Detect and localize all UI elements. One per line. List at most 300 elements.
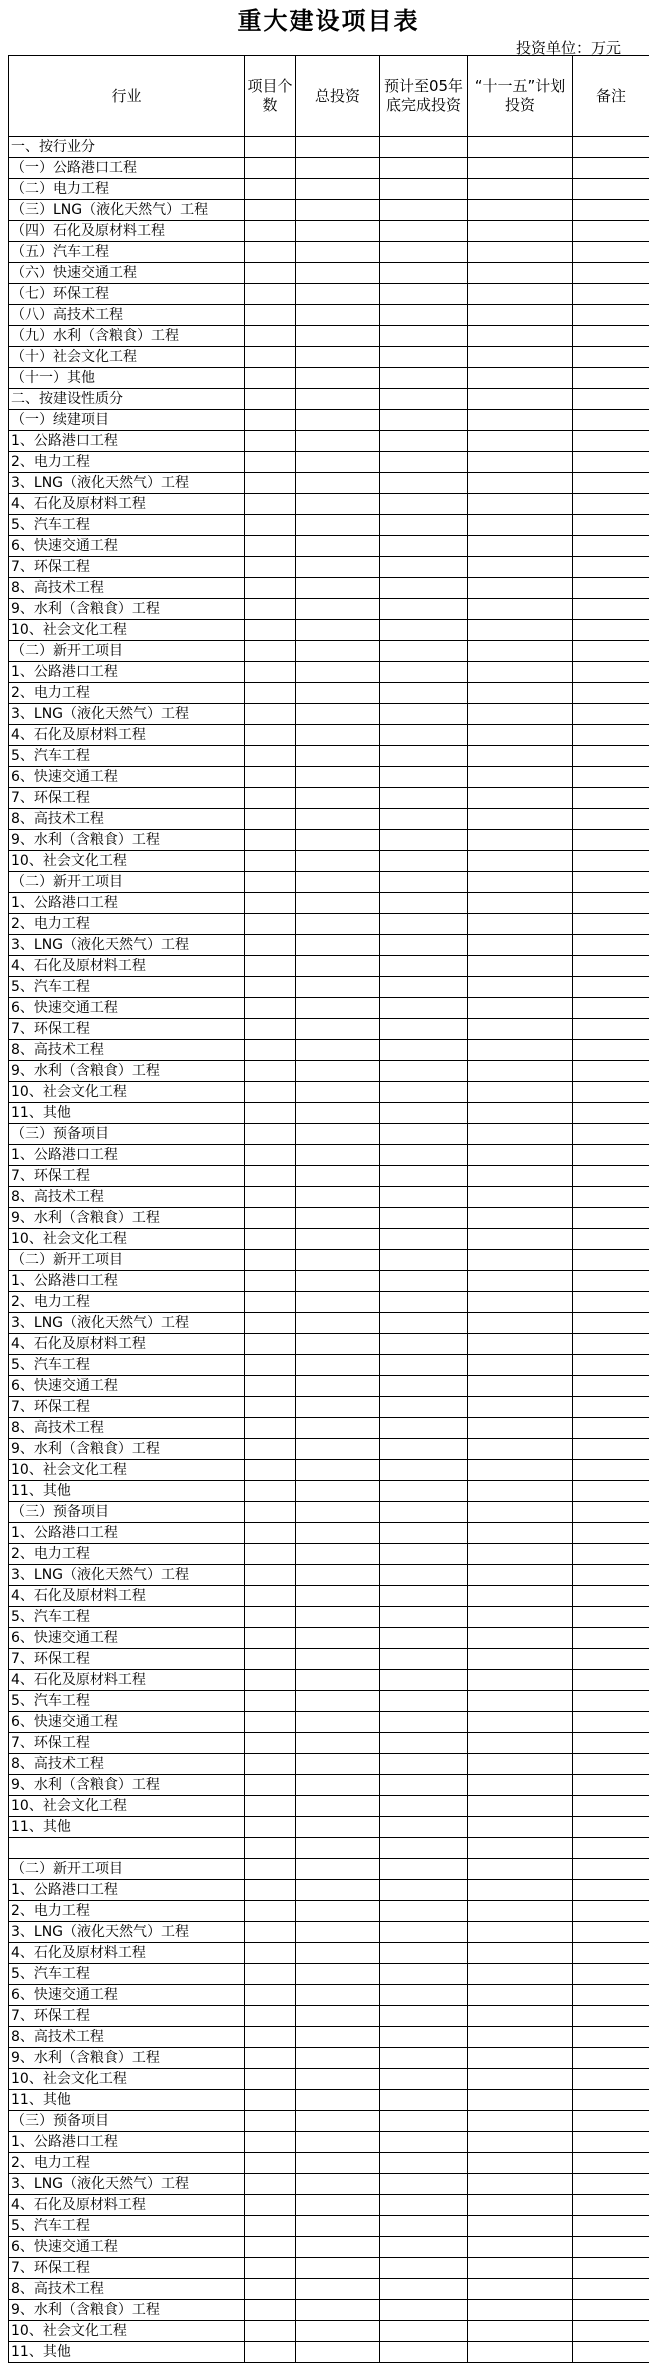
data-cell[interactable]: [296, 1817, 380, 1838]
data-cell[interactable]: [296, 725, 380, 746]
data-cell[interactable]: [296, 1880, 380, 1901]
data-cell[interactable]: [468, 347, 573, 368]
data-cell[interactable]: [468, 2090, 573, 2111]
data-cell[interactable]: [296, 2027, 380, 2048]
data-cell[interactable]: [380, 368, 468, 389]
data-cell[interactable]: [573, 1796, 649, 1817]
data-cell[interactable]: [245, 305, 296, 326]
row-label[interactable]: [9, 1838, 245, 1859]
data-cell[interactable]: [573, 2069, 649, 2090]
data-cell[interactable]: [380, 158, 468, 179]
data-cell[interactable]: [380, 1754, 468, 1775]
data-cell[interactable]: [296, 2342, 380, 2363]
data-cell[interactable]: [245, 2132, 296, 2153]
data-cell[interactable]: [573, 998, 649, 1019]
data-cell[interactable]: [573, 284, 649, 305]
data-cell[interactable]: [573, 830, 649, 851]
data-cell[interactable]: [468, 1754, 573, 1775]
data-cell[interactable]: [296, 1901, 380, 1922]
data-cell[interactable]: [380, 1397, 468, 1418]
data-cell[interactable]: [573, 578, 649, 599]
data-cell[interactable]: [245, 2258, 296, 2279]
data-cell[interactable]: [296, 1061, 380, 1082]
data-cell[interactable]: [245, 1502, 296, 1523]
data-cell[interactable]: [380, 1124, 468, 1145]
data-cell[interactable]: [296, 1166, 380, 1187]
data-cell[interactable]: [573, 1691, 649, 1712]
data-cell[interactable]: [468, 1796, 573, 1817]
data-cell[interactable]: [468, 641, 573, 662]
row-label[interactable]: 9、水利（含粮食）工程: [9, 2300, 245, 2321]
data-cell[interactable]: [296, 158, 380, 179]
data-cell[interactable]: [245, 830, 296, 851]
data-cell[interactable]: [380, 1943, 468, 1964]
row-label[interactable]: 3、LNG（液化天然气）工程: [9, 1922, 245, 1943]
data-cell[interactable]: [296, 1481, 380, 1502]
data-cell[interactable]: [296, 1145, 380, 1166]
row-label[interactable]: 7、环保工程: [9, 2258, 245, 2279]
data-cell[interactable]: [573, 1964, 649, 1985]
row-label[interactable]: 2、电力工程: [9, 1292, 245, 1313]
data-cell[interactable]: [296, 557, 380, 578]
data-cell[interactable]: [296, 977, 380, 998]
data-cell[interactable]: [296, 599, 380, 620]
data-cell[interactable]: [468, 1880, 573, 1901]
data-cell[interactable]: [468, 578, 573, 599]
data-cell[interactable]: [296, 809, 380, 830]
row-label[interactable]: 7、环保工程: [9, 1166, 245, 1187]
row-label[interactable]: 10、社会文化工程: [9, 1460, 245, 1481]
data-cell[interactable]: [468, 389, 573, 410]
row-label[interactable]: 5、汽车工程: [9, 1607, 245, 1628]
data-cell[interactable]: [468, 1712, 573, 1733]
data-cell[interactable]: [296, 2279, 380, 2300]
data-cell[interactable]: [468, 242, 573, 263]
data-cell[interactable]: [573, 788, 649, 809]
row-label[interactable]: 8、高技术工程: [9, 2279, 245, 2300]
data-cell[interactable]: [296, 2048, 380, 2069]
data-cell[interactable]: [245, 389, 296, 410]
data-cell[interactable]: [245, 2321, 296, 2342]
data-cell[interactable]: [573, 536, 649, 557]
data-cell[interactable]: [245, 2111, 296, 2132]
data-cell[interactable]: [468, 515, 573, 536]
data-cell[interactable]: [573, 1502, 649, 1523]
data-cell[interactable]: [245, 620, 296, 641]
row-label[interactable]: 8、高技术工程: [9, 1418, 245, 1439]
row-label[interactable]: 7、环保工程: [9, 1649, 245, 1670]
row-label[interactable]: 4、石化及原材料工程: [9, 725, 245, 746]
data-cell[interactable]: [573, 1124, 649, 1145]
data-cell[interactable]: [296, 1565, 380, 1586]
data-cell[interactable]: [468, 599, 573, 620]
data-cell[interactable]: [296, 473, 380, 494]
data-cell[interactable]: [573, 851, 649, 872]
row-label[interactable]: 7、环保工程: [9, 557, 245, 578]
data-cell[interactable]: [573, 1397, 649, 1418]
data-cell[interactable]: [573, 1985, 649, 2006]
data-cell[interactable]: [380, 410, 468, 431]
data-cell[interactable]: [296, 1859, 380, 1880]
data-cell[interactable]: [468, 767, 573, 788]
data-cell[interactable]: [380, 2090, 468, 2111]
data-cell[interactable]: [468, 2132, 573, 2153]
data-cell[interactable]: [380, 956, 468, 977]
data-cell[interactable]: [468, 1586, 573, 1607]
data-cell[interactable]: [296, 2195, 380, 2216]
data-cell[interactable]: [245, 1334, 296, 1355]
data-cell[interactable]: [245, 578, 296, 599]
data-cell[interactable]: [468, 830, 573, 851]
data-cell[interactable]: [380, 683, 468, 704]
data-cell[interactable]: [296, 2258, 380, 2279]
data-cell[interactable]: [380, 1145, 468, 1166]
data-cell[interactable]: [380, 179, 468, 200]
data-cell[interactable]: [573, 473, 649, 494]
data-cell[interactable]: [245, 2342, 296, 2363]
data-cell[interactable]: [296, 1691, 380, 1712]
row-label[interactable]: 2、电力工程: [9, 914, 245, 935]
row-label[interactable]: 3、LNG（液化天然气）工程: [9, 935, 245, 956]
data-cell[interactable]: [573, 305, 649, 326]
data-cell[interactable]: [245, 284, 296, 305]
data-cell[interactable]: [296, 1271, 380, 1292]
data-cell[interactable]: [296, 767, 380, 788]
data-cell[interactable]: [573, 452, 649, 473]
data-cell[interactable]: [380, 1061, 468, 1082]
data-cell[interactable]: [296, 2321, 380, 2342]
data-cell[interactable]: [380, 1985, 468, 2006]
data-cell[interactable]: [245, 2069, 296, 2090]
data-cell[interactable]: [380, 2195, 468, 2216]
data-cell[interactable]: [468, 1922, 573, 1943]
data-cell[interactable]: [380, 1208, 468, 1229]
data-cell[interactable]: [573, 872, 649, 893]
data-cell[interactable]: [380, 809, 468, 830]
row-label[interactable]: 9、水利（含粮食）工程: [9, 830, 245, 851]
row-label[interactable]: 3、LNG（液化天然气）工程: [9, 1313, 245, 1334]
data-cell[interactable]: [380, 662, 468, 683]
data-cell[interactable]: [468, 1208, 573, 1229]
row-label[interactable]: 5、汽车工程: [9, 1964, 245, 1985]
data-cell[interactable]: [296, 1796, 380, 1817]
data-cell[interactable]: [296, 2153, 380, 2174]
row-label[interactable]: 4、石化及原材料工程: [9, 1586, 245, 1607]
data-cell[interactable]: [468, 1964, 573, 1985]
row-label[interactable]: 1、公路港口工程: [9, 1523, 245, 1544]
data-cell[interactable]: [573, 1649, 649, 1670]
data-cell[interactable]: [296, 1082, 380, 1103]
row-label[interactable]: 11、其他: [9, 1817, 245, 1838]
data-cell[interactable]: [573, 1271, 649, 1292]
data-cell[interactable]: [380, 1103, 468, 1124]
data-cell[interactable]: [296, 2090, 380, 2111]
data-cell[interactable]: [468, 158, 573, 179]
data-cell[interactable]: [573, 200, 649, 221]
data-cell[interactable]: [296, 1943, 380, 1964]
data-cell[interactable]: [245, 158, 296, 179]
data-cell[interactable]: [245, 2027, 296, 2048]
data-cell[interactable]: [245, 326, 296, 347]
data-cell[interactable]: [573, 1187, 649, 1208]
data-cell[interactable]: [468, 1670, 573, 1691]
data-cell[interactable]: [245, 200, 296, 221]
row-label[interactable]: 7、环保工程: [9, 1397, 245, 1418]
data-cell[interactable]: [380, 2216, 468, 2237]
data-cell[interactable]: [245, 263, 296, 284]
data-cell[interactable]: [245, 1187, 296, 1208]
row-label[interactable]: 9、水利（含粮食）工程: [9, 599, 245, 620]
data-cell[interactable]: [380, 1019, 468, 1040]
data-cell[interactable]: [245, 1733, 296, 1754]
data-cell[interactable]: [245, 1796, 296, 1817]
data-cell[interactable]: [380, 389, 468, 410]
data-cell[interactable]: [245, 1586, 296, 1607]
row-label[interactable]: 5、汽车工程: [9, 1691, 245, 1712]
row-label[interactable]: （七）环保工程: [9, 284, 245, 305]
data-cell[interactable]: [296, 1985, 380, 2006]
data-cell[interactable]: [245, 872, 296, 893]
data-cell[interactable]: [296, 431, 380, 452]
data-cell[interactable]: [380, 998, 468, 1019]
data-cell[interactable]: [468, 1250, 573, 1271]
data-cell[interactable]: [380, 1418, 468, 1439]
data-cell[interactable]: [296, 1418, 380, 1439]
data-cell[interactable]: [245, 179, 296, 200]
data-cell[interactable]: [296, 1292, 380, 1313]
row-label[interactable]: （三）预备项目: [9, 1502, 245, 1523]
data-cell[interactable]: [573, 725, 649, 746]
data-cell[interactable]: [468, 494, 573, 515]
data-cell[interactable]: [380, 788, 468, 809]
data-cell[interactable]: [468, 893, 573, 914]
data-cell[interactable]: [573, 389, 649, 410]
data-cell[interactable]: [380, 1082, 468, 1103]
row-label[interactable]: 11、其他: [9, 1481, 245, 1502]
data-cell[interactable]: [380, 2300, 468, 2321]
data-cell[interactable]: [468, 284, 573, 305]
data-cell[interactable]: [245, 1166, 296, 1187]
data-cell[interactable]: [296, 452, 380, 473]
data-cell[interactable]: [468, 2237, 573, 2258]
data-cell[interactable]: [245, 851, 296, 872]
data-cell[interactable]: [380, 1922, 468, 1943]
data-cell[interactable]: [245, 935, 296, 956]
row-label[interactable]: 9、水利（含粮食）工程: [9, 1061, 245, 1082]
data-cell[interactable]: [573, 1628, 649, 1649]
data-cell[interactable]: [468, 1607, 573, 1628]
data-cell[interactable]: [296, 1775, 380, 1796]
data-cell[interactable]: [380, 830, 468, 851]
data-cell[interactable]: [573, 809, 649, 830]
data-cell[interactable]: [296, 1439, 380, 1460]
data-cell[interactable]: [380, 1250, 468, 1271]
data-cell[interactable]: [573, 1565, 649, 1586]
data-cell[interactable]: [573, 1754, 649, 1775]
data-cell[interactable]: [573, 1544, 649, 1565]
row-label[interactable]: 7、环保工程: [9, 1733, 245, 1754]
data-cell[interactable]: [296, 1187, 380, 1208]
data-cell[interactable]: [468, 473, 573, 494]
data-cell[interactable]: [245, 788, 296, 809]
data-cell[interactable]: [468, 137, 573, 158]
data-cell[interactable]: [245, 1145, 296, 1166]
data-cell[interactable]: [296, 515, 380, 536]
data-cell[interactable]: [245, 809, 296, 830]
data-cell[interactable]: [573, 347, 649, 368]
data-cell[interactable]: [468, 935, 573, 956]
data-cell[interactable]: [296, 1586, 380, 1607]
data-cell[interactable]: [468, 1481, 573, 1502]
data-cell[interactable]: [468, 2342, 573, 2363]
data-cell[interactable]: [573, 1712, 649, 1733]
data-cell[interactable]: [296, 746, 380, 767]
data-cell[interactable]: [245, 1691, 296, 1712]
data-cell[interactable]: [380, 1565, 468, 1586]
data-cell[interactable]: [245, 1565, 296, 1586]
data-cell[interactable]: [573, 221, 649, 242]
data-cell[interactable]: [245, 1103, 296, 1124]
data-cell[interactable]: [573, 1040, 649, 1061]
row-label[interactable]: 6、快速交通工程: [9, 1985, 245, 2006]
data-cell[interactable]: [245, 1313, 296, 1334]
data-cell[interactable]: [245, 2279, 296, 2300]
row-label[interactable]: 2、电力工程: [9, 683, 245, 704]
row-label[interactable]: 1、公路港口工程: [9, 893, 245, 914]
data-cell[interactable]: [380, 305, 468, 326]
row-label[interactable]: 2、电力工程: [9, 452, 245, 473]
data-cell[interactable]: [573, 2279, 649, 2300]
row-label[interactable]: （十）社会文化工程: [9, 347, 245, 368]
data-cell[interactable]: [468, 1334, 573, 1355]
data-cell[interactable]: [245, 368, 296, 389]
row-label[interactable]: 4、石化及原材料工程: [9, 494, 245, 515]
data-cell[interactable]: [245, 956, 296, 977]
data-cell[interactable]: [296, 1040, 380, 1061]
row-label[interactable]: 4、石化及原材料工程: [9, 1334, 245, 1355]
row-label[interactable]: 4、石化及原材料工程: [9, 1943, 245, 1964]
data-cell[interactable]: [296, 242, 380, 263]
data-cell[interactable]: [468, 2111, 573, 2132]
data-cell[interactable]: [296, 620, 380, 641]
data-cell[interactable]: [468, 1502, 573, 1523]
data-cell[interactable]: [245, 2237, 296, 2258]
data-cell[interactable]: [245, 2153, 296, 2174]
row-label[interactable]: 2、电力工程: [9, 1544, 245, 1565]
data-cell[interactable]: [573, 137, 649, 158]
data-cell[interactable]: [245, 431, 296, 452]
data-cell[interactable]: [296, 2006, 380, 2027]
data-cell[interactable]: [380, 1817, 468, 1838]
row-label[interactable]: 6、快速交通工程: [9, 998, 245, 1019]
data-cell[interactable]: [380, 599, 468, 620]
data-cell[interactable]: [296, 956, 380, 977]
data-cell[interactable]: [573, 1817, 649, 1838]
data-cell[interactable]: [296, 1376, 380, 1397]
data-cell[interactable]: [245, 1817, 296, 1838]
data-cell[interactable]: [573, 599, 649, 620]
data-cell[interactable]: [468, 956, 573, 977]
data-cell[interactable]: [380, 1712, 468, 1733]
row-label[interactable]: 5、汽车工程: [9, 977, 245, 998]
data-cell[interactable]: [468, 326, 573, 347]
row-label[interactable]: 11、其他: [9, 2090, 245, 2111]
data-cell[interactable]: [573, 2048, 649, 2069]
data-cell[interactable]: [573, 2237, 649, 2258]
data-cell[interactable]: [380, 725, 468, 746]
data-cell[interactable]: [380, 1649, 468, 1670]
data-cell[interactable]: [380, 1607, 468, 1628]
data-cell[interactable]: [380, 1733, 468, 1754]
data-cell[interactable]: [245, 662, 296, 683]
row-label[interactable]: 9、水利（含粮食）工程: [9, 1439, 245, 1460]
data-cell[interactable]: [468, 872, 573, 893]
data-cell[interactable]: [296, 2132, 380, 2153]
data-cell[interactable]: [380, 431, 468, 452]
data-cell[interactable]: [468, 1124, 573, 1145]
data-cell[interactable]: [573, 179, 649, 200]
data-cell[interactable]: [468, 2174, 573, 2195]
data-cell[interactable]: [296, 1103, 380, 1124]
data-cell[interactable]: [573, 1586, 649, 1607]
row-label[interactable]: 8、高技术工程: [9, 1040, 245, 1061]
data-cell[interactable]: [380, 1040, 468, 1061]
data-cell[interactable]: [380, 473, 468, 494]
data-cell[interactable]: [380, 851, 468, 872]
data-cell[interactable]: [573, 1292, 649, 1313]
data-cell[interactable]: [468, 1628, 573, 1649]
data-cell[interactable]: [296, 998, 380, 1019]
data-cell[interactable]: [573, 2216, 649, 2237]
row-label[interactable]: 10、社会文化工程: [9, 2321, 245, 2342]
data-cell[interactable]: [380, 704, 468, 725]
data-cell[interactable]: [380, 1292, 468, 1313]
data-cell[interactable]: [296, 137, 380, 158]
row-label[interactable]: 6、快速交通工程: [9, 536, 245, 557]
row-label[interactable]: （八）高技术工程: [9, 305, 245, 326]
data-cell[interactable]: [296, 2069, 380, 2090]
data-cell[interactable]: [468, 1838, 573, 1859]
data-cell[interactable]: [380, 1439, 468, 1460]
row-label[interactable]: 7、环保工程: [9, 788, 245, 809]
data-cell[interactable]: [380, 1544, 468, 1565]
data-cell[interactable]: [468, 914, 573, 935]
data-cell[interactable]: [573, 1670, 649, 1691]
data-cell[interactable]: [380, 746, 468, 767]
data-cell[interactable]: [245, 1670, 296, 1691]
data-cell[interactable]: [468, 2321, 573, 2342]
data-cell[interactable]: [380, 2132, 468, 2153]
data-cell[interactable]: [296, 578, 380, 599]
data-cell[interactable]: [296, 368, 380, 389]
row-label[interactable]: 3、LNG（液化天然气）工程: [9, 473, 245, 494]
data-cell[interactable]: [573, 1250, 649, 1271]
row-label[interactable]: （二）新开工项目: [9, 1250, 245, 1271]
row-label[interactable]: 4、石化及原材料工程: [9, 956, 245, 977]
data-cell[interactable]: [468, 998, 573, 1019]
data-cell[interactable]: [296, 1670, 380, 1691]
data-cell[interactable]: [468, 1817, 573, 1838]
data-cell[interactable]: [573, 1943, 649, 1964]
data-cell[interactable]: [573, 2153, 649, 2174]
data-cell[interactable]: [245, 683, 296, 704]
data-cell[interactable]: [245, 1922, 296, 1943]
data-cell[interactable]: [380, 578, 468, 599]
row-label[interactable]: （三）LNG（液化天然气）工程: [9, 200, 245, 221]
data-cell[interactable]: [380, 2174, 468, 2195]
data-cell[interactable]: [296, 536, 380, 557]
data-cell[interactable]: [468, 2300, 573, 2321]
